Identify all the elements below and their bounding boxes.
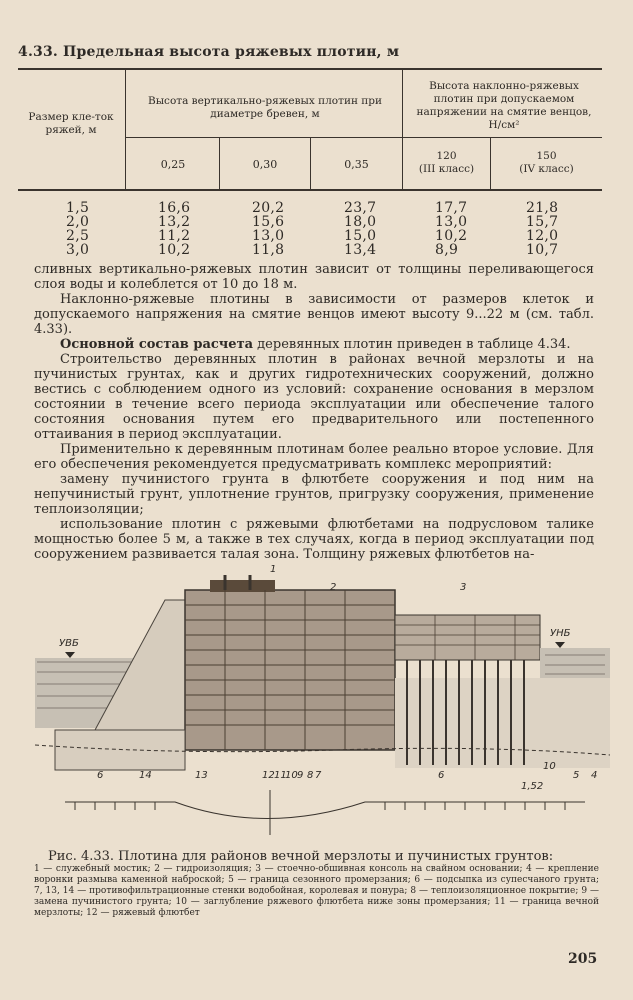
stress-value: 120 <box>436 150 457 162</box>
label-8: 8 <box>307 770 314 781</box>
table-subheader-rule <box>126 137 602 138</box>
upstream-level-marker <box>65 652 75 658</box>
stress-header <box>403 150 490 176</box>
downstream-console <box>395 615 540 660</box>
column-header-cell-size: Размер кле-ток ряжей, м <box>28 111 114 136</box>
table-cell: 10,2 <box>158 242 191 258</box>
label-13: 13 <box>195 770 208 781</box>
dam-cross-section-figure <box>35 560 610 850</box>
stress-class: (IV класс) <box>519 163 574 175</box>
dimension-label: 1,52 <box>521 781 544 792</box>
table-cell: 3,0 <box>66 242 90 258</box>
table-cell: 13,4 <box>344 242 377 258</box>
crib-body <box>185 590 395 750</box>
label-6a: 6 <box>97 770 104 781</box>
label-4: 4 <box>591 770 598 781</box>
table-cell: 10,7 <box>526 242 559 258</box>
table-cell: 11,2 <box>158 228 191 244</box>
caption-title: Рис. 4.33. Плотина для районов вечной мерзлоты и пучинистых грунтов: <box>48 849 554 864</box>
figure-caption <box>34 849 599 919</box>
paragraph: Наклонно-ряжевые плотины в зависимости от размеров клеток и допускаемого напряжения на смятие венцов имеют высоту 9...22 м (см. табл. 4.33). <box>34 292 594 337</box>
paragraph: Строительство деревянных плотин в районах вечной мерзлоты и на пучинистых грунтах, как и других гидротехнических сооружений, должно вестись с соблюдением одного из условий: сохранение основания в мерзлом состоянии в течение всего периода эксплуатации или обеспечение талого состояния основания путем его предварительного или постепенного оттаивания в период эксплуатации. <box>34 352 594 442</box>
label-10b: 10 <box>543 761 556 772</box>
paragraph: сливных вертикально-ряжевых плотин зависит от толщины переливающегося слоя воды и колеблется от 10 до 18 м. <box>34 262 594 292</box>
page-number: 205 <box>568 951 598 967</box>
label-9: 9 <box>297 770 304 781</box>
upstream-ground <box>55 730 185 770</box>
table-cell: 13,0 <box>435 214 468 230</box>
table-cell: 10,2 <box>435 228 468 244</box>
stress-class: (III класс) <box>418 163 475 175</box>
label-14: 14 <box>139 770 152 781</box>
text-run: деревянных плотин приведен в таблице 4.34. <box>253 337 571 352</box>
diameter-header: 0,35 <box>344 158 369 171</box>
table-cell: 21,8 <box>526 200 559 216</box>
table-top-rule <box>18 68 602 70</box>
table-cell: 17,7 <box>435 200 468 216</box>
table-cell: 13,0 <box>252 228 285 244</box>
table-cell: 1,5 <box>66 200 90 216</box>
label-uvb: УВБ <box>59 638 79 649</box>
downstream-level-marker <box>555 642 565 648</box>
table-cell: 8,9 <box>435 242 459 258</box>
column-group-header-inclined: Высота наклонно-ряжевых плотин при допускаемом напряжении на смятие венцов, Н/см² <box>416 80 592 131</box>
column-group-header-vertical: Высота вертикально-ряжевых плотин при диаметре бревен, м <box>147 95 382 120</box>
table-cell: 23,7 <box>344 200 377 216</box>
stress-header <box>491 150 602 176</box>
label-12: 12 <box>262 770 275 781</box>
diameter-header: 0,25 <box>160 158 186 171</box>
label-3: 3 <box>460 582 467 593</box>
table-title: 4.33. Предельная высота ряжевых плотин, м <box>18 44 400 60</box>
label-7: 7 <box>315 770 322 781</box>
bold-run: Основной состав расчета <box>60 337 254 352</box>
permafrost-boundary <box>65 802 585 819</box>
table-cell: 2,0 <box>66 214 90 230</box>
paragraph <box>34 337 594 352</box>
caption-legend: 1 — служебный мостик; 2 — гидроизоляция; 3 — стоечно-обшивная консоль на свайном основании; 4 — крепление воронки размыва каменной наброской; 5 — граница сезонного промерзания; 6 — подсыпка из супесчаного грунта; 7, 13, 14 — противофильтрационные стенки водобойная, королевая и понура; 8 — теплоизоляционное покрытие; 9 — замена пучинистого грунта; 10 — заглубление ряжевого флютбета ниже зоны промерзания; 11 — граница вечной мерзлоты; 12 — ряжевый флютбет <box>34 864 599 918</box>
table-cell: 16,6 <box>158 200 191 216</box>
table-cell: 20,2 <box>252 200 285 216</box>
downstream-ground <box>395 678 610 768</box>
table-cell: 15,6 <box>252 214 285 230</box>
table-cell: 11,8 <box>252 242 285 258</box>
table-cell: 15,0 <box>344 228 377 244</box>
table-cell: 13,2 <box>158 214 191 230</box>
label-2: 2 <box>330 582 337 593</box>
table-cell: 18,0 <box>344 214 377 230</box>
downstream-water <box>540 648 610 678</box>
table-cell: 12,0 <box>526 228 559 244</box>
body-text <box>34 262 594 562</box>
table-cell: 2,5 <box>66 228 90 244</box>
table-cell: 15,7 <box>526 214 559 230</box>
label-10a: 10 <box>285 770 298 781</box>
table-vline-1 <box>125 69 126 190</box>
paragraph: замену пучинистого грунта в флютбете сооружения и под ним на непучинистый грунт, уплотнение грунтов, пригрузку сооружения, применение теплоизоляции; <box>34 472 594 517</box>
label-11: 11 <box>274 770 287 781</box>
paragraph: Применительно к деревянным плотинам более реально второе условие. Для его обеспечения рекомендуется предусматривать комплекс мероприятий: <box>34 442 594 472</box>
label-6b: 6 <box>438 770 445 781</box>
label-5: 5 <box>573 770 580 781</box>
stress-value: 150 <box>536 150 557 162</box>
paragraph: использование плотин с ряжевыми флютбетами на подрусловом талике мощностью более 5 м, а также в тех случаях, когда в период эксплуатации под сооружением развивается талая зона. Толщину ряжевых флютбетов на- <box>34 517 594 562</box>
label-unb: УНБ <box>550 628 571 639</box>
label-1: 1 <box>270 564 277 575</box>
diameter-header: 0,30 <box>252 158 278 171</box>
